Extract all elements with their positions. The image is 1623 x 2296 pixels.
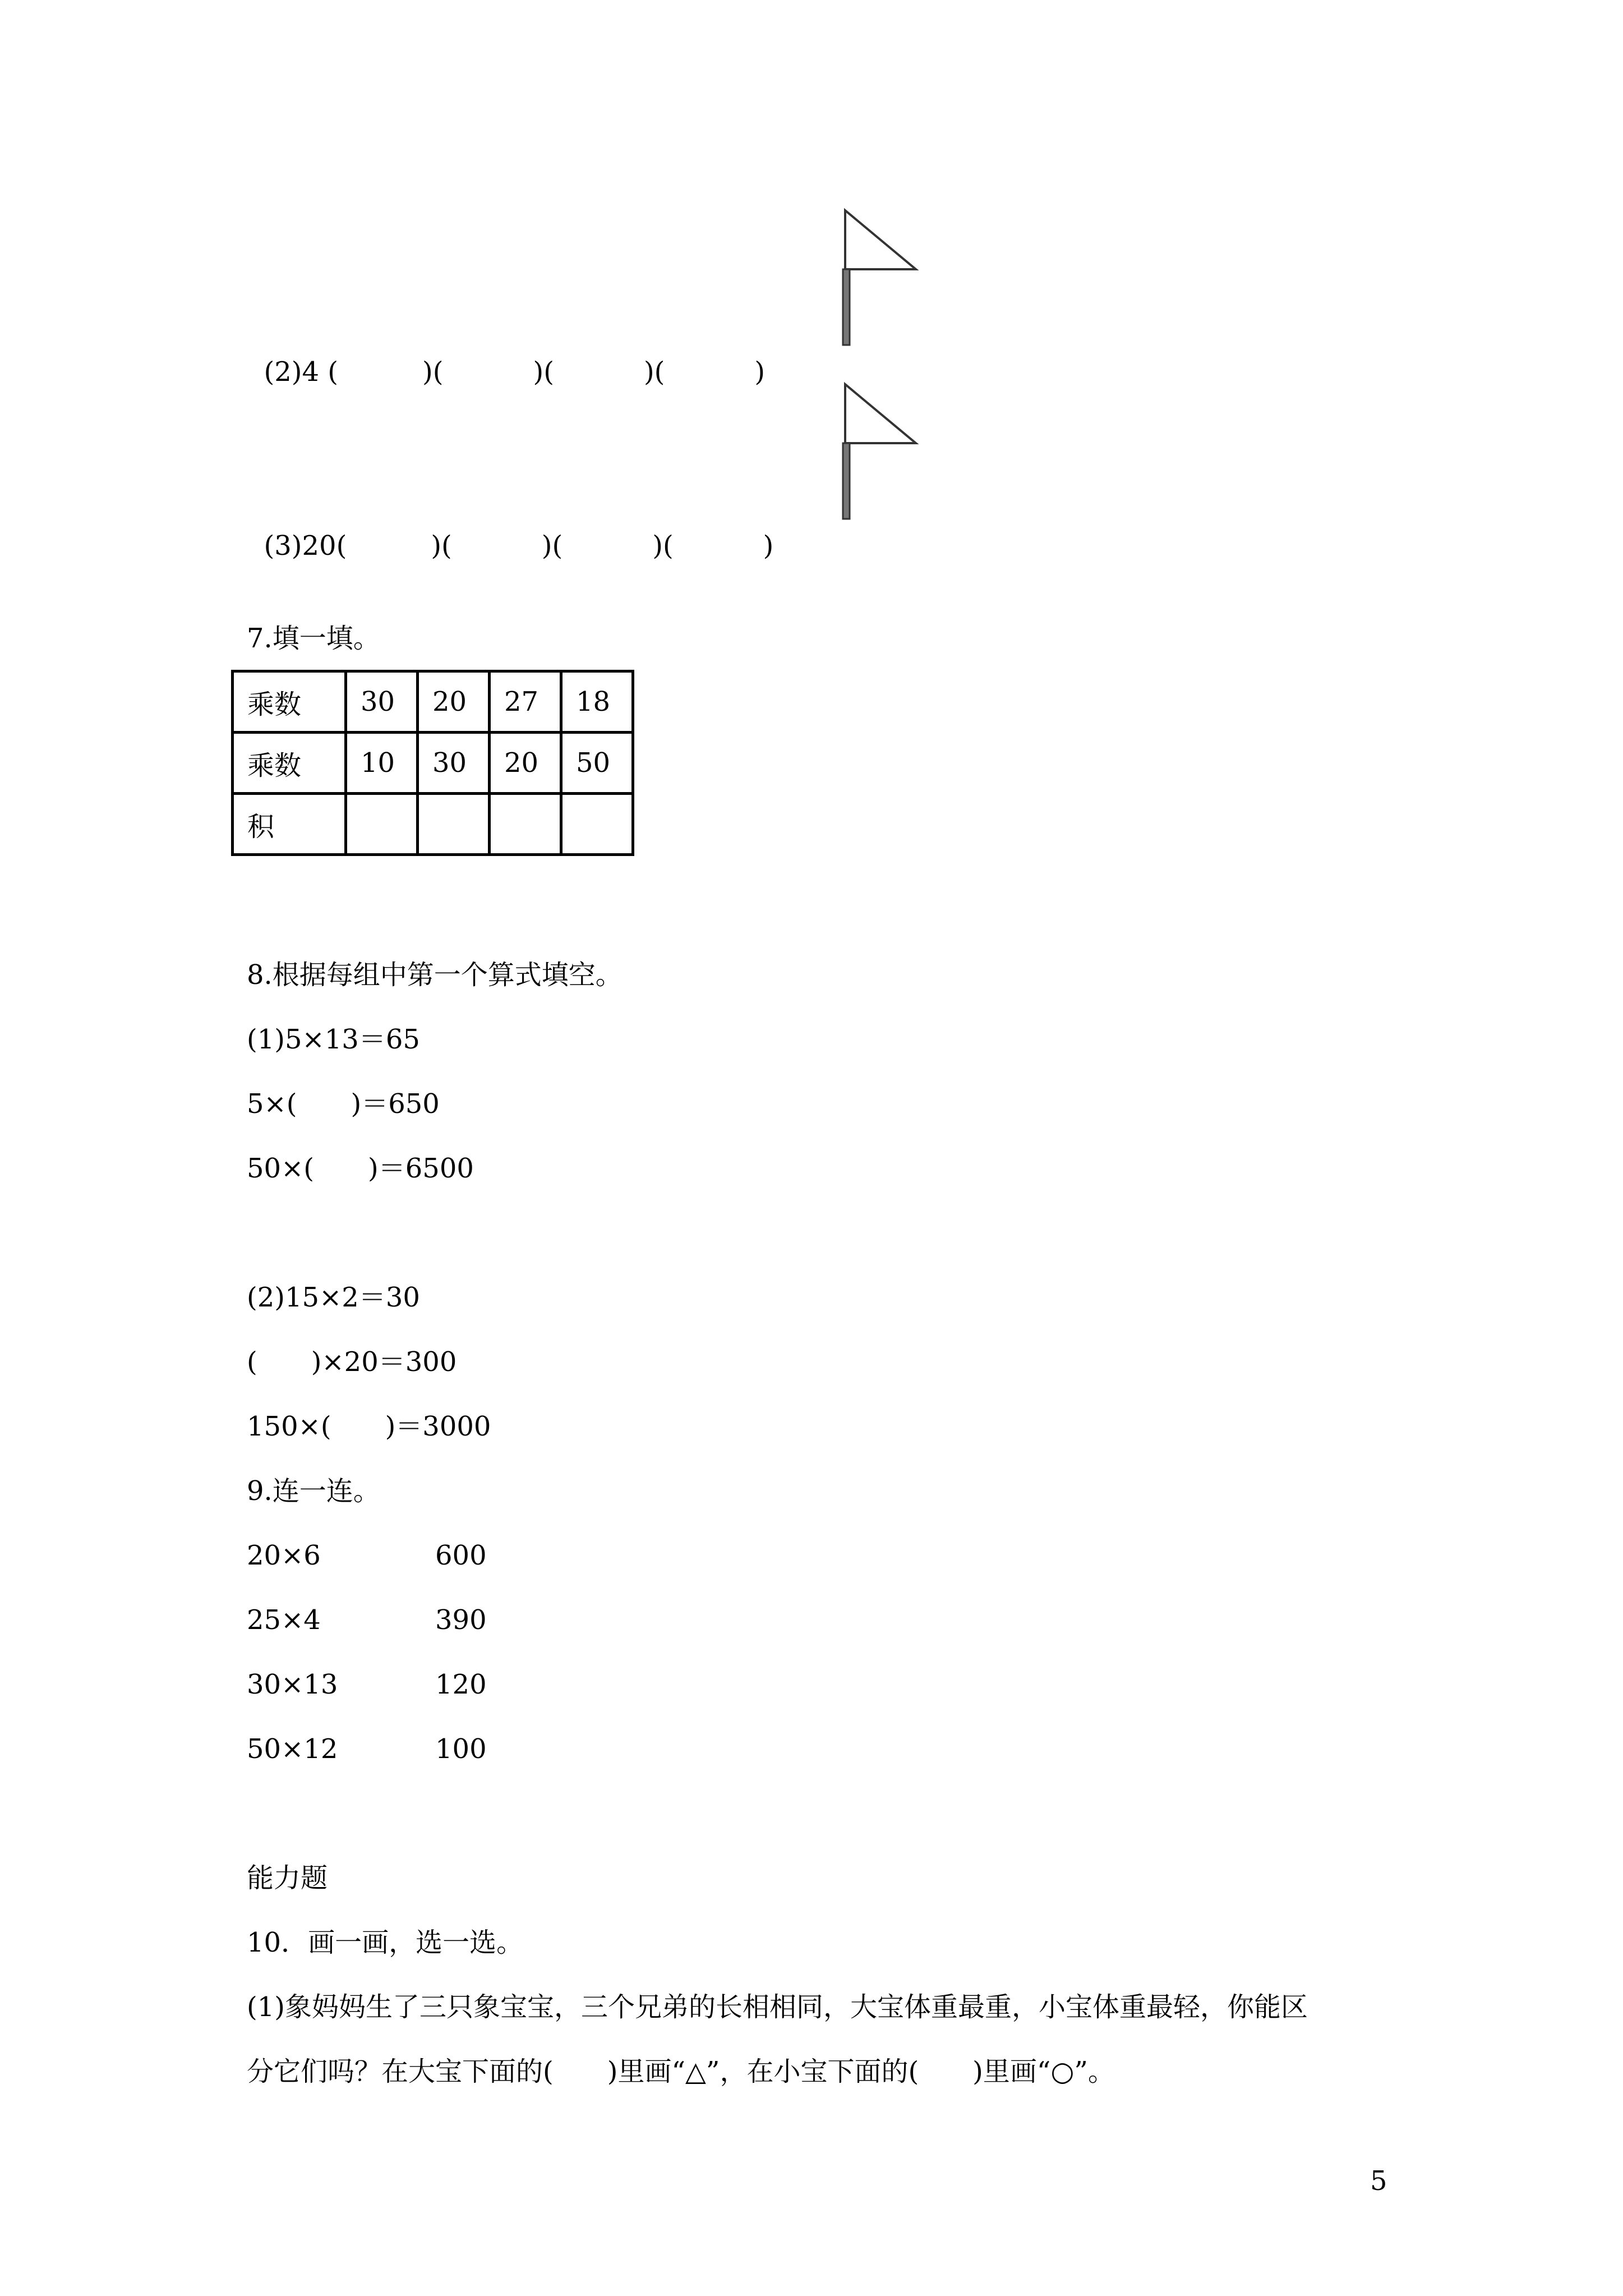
table-cell: 20 — [490, 733, 561, 794]
paren-close-open: )( — [652, 530, 674, 562]
table-cell: 10 — [346, 733, 418, 794]
flag-icon — [837, 381, 921, 522]
table-cell: 20 — [418, 671, 490, 733]
paren-close: ) — [754, 356, 766, 388]
table-cell-blank[interactable] — [490, 794, 561, 855]
q8-line: ( )×20＝300 — [247, 1346, 457, 1378]
q10-text-line-2: 分它们吗？在大宝下面的( )里画“△”，在小宝下面的( )里画“○”。 — [247, 2056, 1115, 2087]
paren-close-open: )( — [422, 356, 444, 388]
q9-expression[interactable]: 25×4 — [247, 1604, 321, 1636]
page-number: 5 — [1370, 2165, 1387, 2197]
paren-close-open: )( — [431, 530, 452, 562]
q10-text-line-1: (1)象妈妈生了三只象宝宝，三个兄弟的长相相同，大宝体重最重，小宝体重最轻，你能区 — [247, 1991, 1308, 2023]
table-cell: 30 — [346, 671, 418, 733]
table-row — [233, 794, 633, 855]
q7-title: 7.填一填。 — [247, 623, 380, 654]
q9-result[interactable]: 100 — [435, 1733, 487, 1765]
table-cell: 30 — [418, 733, 490, 794]
table-cell-blank[interactable] — [418, 794, 490, 855]
q8-line: (2)15×2＝30 — [247, 1282, 420, 1313]
paren-close: ) — [763, 530, 774, 562]
table-row — [233, 671, 633, 733]
row-label: 乘数 — [233, 733, 346, 794]
q8-line: 5×( )＝650 — [247, 1088, 440, 1120]
q9-title: 9.连一连。 — [247, 1475, 380, 1507]
q8-line: 50×( )＝6500 — [247, 1153, 474, 1184]
row-label: 乘数 — [233, 671, 346, 733]
table-cell: 27 — [490, 671, 561, 733]
q8-line: (1)5×13＝65 — [247, 1024, 420, 1055]
q9-result[interactable]: 390 — [435, 1604, 487, 1636]
table-cell: 50 — [561, 733, 633, 794]
row-label: 积 — [233, 794, 346, 855]
multiplication-table — [231, 670, 634, 856]
table-cell-blank[interactable] — [346, 794, 418, 855]
q9-expression[interactable]: 30×13 — [247, 1669, 338, 1700]
q8-title: 8.根据每组中第一个算式填空。 — [247, 959, 623, 991]
table-cell: 18 — [561, 671, 633, 733]
q9-expression[interactable]: 50×12 — [247, 1733, 338, 1765]
paren-close-open: )( — [541, 530, 563, 562]
q6-row-3 — [247, 495, 773, 563]
table-cell-blank[interactable] — [561, 794, 633, 855]
flag-icon — [837, 208, 921, 348]
q10-title: 10．画一画，选一选。 — [247, 1927, 524, 1958]
q9-expression[interactable]: 20×6 — [247, 1540, 321, 1571]
q6-row-2 — [247, 321, 765, 389]
paren-close-open: )( — [533, 356, 554, 388]
q6-row-2-prefix: (2)4 ( — [264, 356, 339, 388]
table-row — [233, 733, 633, 794]
q9-result[interactable]: 120 — [435, 1669, 487, 1700]
q6-row-3-prefix: (3)20( — [264, 530, 347, 562]
q9-result[interactable]: 600 — [435, 1540, 487, 1571]
paren-close-open: )( — [643, 356, 665, 388]
q8-line: 150×( )＝3000 — [247, 1411, 491, 1442]
section-heading: 能力题 — [247, 1862, 328, 1894]
